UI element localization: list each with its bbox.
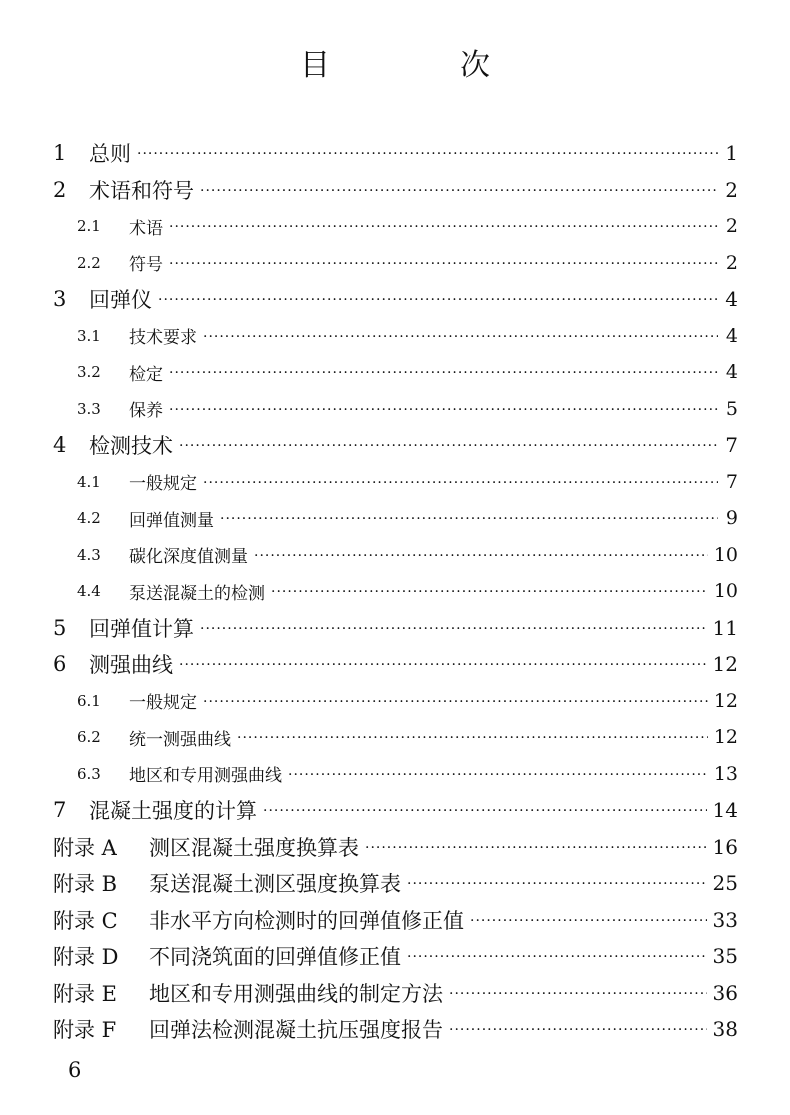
toc-entry-number: 3 xyxy=(53,287,67,312)
toc-entry-number: 附录 E xyxy=(53,981,118,1006)
toc-entry-page: 4 xyxy=(725,361,738,384)
toc-entry[interactable] xyxy=(53,829,738,866)
toc-entry-title: 碳化深度值测量 xyxy=(129,547,248,568)
toc-entry-page: 5 xyxy=(725,397,738,420)
toc-entry[interactable] xyxy=(53,1011,738,1048)
toc-entry-page: 38 xyxy=(712,1017,738,1042)
dot-leader xyxy=(203,329,718,345)
dot-leader xyxy=(288,767,708,783)
dot-leader xyxy=(237,730,708,746)
toc-entry-title: 总则 xyxy=(89,142,131,167)
dot-leader xyxy=(158,292,718,308)
toc-entry[interactable] xyxy=(53,646,738,683)
dot-leader xyxy=(263,803,707,819)
dot-leader xyxy=(449,986,707,1002)
dot-leader xyxy=(271,584,708,600)
toc-entry-number: 附录 F xyxy=(53,1018,117,1043)
dot-leader xyxy=(407,876,707,892)
toc-entry-title: 术语和符号 xyxy=(89,178,194,203)
dot-leader xyxy=(203,694,708,710)
toc-entry-page: 9 xyxy=(725,507,738,530)
toc-entry[interactable] xyxy=(53,464,738,501)
toc-entry-title: 混凝土强度的计算 xyxy=(89,799,257,824)
dot-leader xyxy=(449,1022,707,1038)
toc-entry[interactable] xyxy=(53,573,738,610)
toc-entry-page: 2 xyxy=(725,251,738,274)
toc-entry-title: 测强曲线 xyxy=(89,653,173,678)
toc-entry[interactable] xyxy=(53,208,738,245)
dot-leader xyxy=(179,438,718,454)
toc-entry[interactable] xyxy=(53,500,738,537)
page-title: 目 次 xyxy=(300,48,540,83)
toc-entry-title: 回弹法检测混凝土抗压强度报告 xyxy=(149,1018,443,1043)
toc-entry-page: 12 xyxy=(712,652,738,677)
toc-entry-number: 6.2 xyxy=(77,728,101,747)
toc-entry[interactable] xyxy=(53,683,738,720)
toc-entry-number: 4.2 xyxy=(77,509,101,528)
toc-entry-page: 14 xyxy=(712,798,738,823)
toc-entry-page: 4 xyxy=(725,324,738,347)
toc-entry-title: 术语 xyxy=(129,218,163,239)
toc-entry-page: 25 xyxy=(712,871,738,896)
dot-leader xyxy=(200,621,707,637)
toc-entry-title: 泵送混凝土测区强度换算表 xyxy=(149,872,401,897)
toc-entry-number: 1 xyxy=(53,141,67,166)
page-number: 6 xyxy=(68,1058,82,1082)
toc-entry-number: 2 xyxy=(53,177,67,202)
toc-entry-number: 3.1 xyxy=(77,326,101,345)
toc-entry-page: 10 xyxy=(713,580,738,603)
toc-entry-page: 35 xyxy=(712,944,738,969)
toc-entry-title: 统一测强曲线 xyxy=(129,729,231,750)
toc-entry-number: 附录 D xyxy=(53,945,119,970)
toc-entry-page: 4 xyxy=(725,287,738,312)
dot-leader xyxy=(137,146,718,162)
dot-leader xyxy=(470,913,707,929)
toc-entry-number: 4 xyxy=(53,433,67,458)
toc-entry-page: 36 xyxy=(712,980,738,1005)
toc-entry-title: 检定 xyxy=(129,364,163,385)
toc-entry-page: 11 xyxy=(712,615,738,640)
toc-entry-title: 不同浇筑面的回弹值修正值 xyxy=(149,945,401,970)
toc-entry[interactable] xyxy=(53,318,738,355)
toc-entry-title: 泵送混凝土的检测 xyxy=(129,583,265,604)
toc-entry-title: 检测技术 xyxy=(89,434,173,459)
toc-entry[interactable] xyxy=(53,756,738,793)
dot-leader xyxy=(220,511,718,527)
table-of-contents xyxy=(53,135,738,1048)
toc-entry-number: 7 xyxy=(53,798,67,823)
toc-entry[interactable] xyxy=(53,427,738,464)
toc-entry-title: 一般规定 xyxy=(129,474,197,495)
toc-entry[interactable] xyxy=(53,245,738,282)
toc-entry-number: 2.1 xyxy=(77,217,101,236)
toc-entry-page: 12 xyxy=(713,726,738,749)
dot-leader xyxy=(200,183,718,199)
toc-entry-title: 保养 xyxy=(129,401,163,422)
toc-entry-number: 3.2 xyxy=(77,363,101,382)
toc-entry[interactable] xyxy=(53,172,738,209)
dot-leader xyxy=(203,475,718,491)
toc-entry-title: 地区和专用测强曲线的制定方法 xyxy=(149,981,443,1006)
toc-entry[interactable] xyxy=(53,391,738,428)
dot-leader xyxy=(365,840,707,856)
toc-entry-page: 2 xyxy=(725,177,738,202)
toc-entry-page: 13 xyxy=(713,762,738,785)
toc-entry[interactable] xyxy=(53,281,738,318)
toc-entry[interactable] xyxy=(53,938,738,975)
toc-entry-number: 4.1 xyxy=(77,472,101,491)
toc-entry[interactable] xyxy=(53,975,738,1012)
toc-entry-page: 1 xyxy=(725,141,738,166)
toc-entry-number: 6 xyxy=(53,652,67,677)
toc-entry-number: 附录 C xyxy=(53,908,118,933)
toc-entry-title: 一般规定 xyxy=(129,693,197,714)
toc-entry[interactable] xyxy=(53,610,738,647)
toc-entry[interactable] xyxy=(53,902,738,939)
toc-entry-page: 16 xyxy=(712,834,738,859)
toc-entry-number: 6.3 xyxy=(77,764,101,783)
toc-entry-page: 10 xyxy=(713,543,738,566)
toc-entry-title: 回弹仪 xyxy=(89,288,152,313)
toc-entry-page: 7 xyxy=(725,470,738,493)
toc-entry-number: 2.2 xyxy=(77,253,101,272)
toc-entry-number: 附录 B xyxy=(53,872,118,897)
toc-entry-number: 4.3 xyxy=(77,545,101,564)
toc-entry-title: 回弹值测量 xyxy=(129,510,214,531)
toc-entry[interactable] xyxy=(53,719,738,756)
toc-entry-number: 附录 A xyxy=(53,835,117,860)
toc-entry-number: 3.3 xyxy=(77,399,101,418)
toc-entry-title: 技术要求 xyxy=(129,328,197,349)
toc-entry-page: 7 xyxy=(725,433,738,458)
toc-entry-page: 2 xyxy=(725,215,738,238)
toc-entry-number: 4.4 xyxy=(77,582,101,601)
dot-leader xyxy=(407,949,707,965)
toc-entry-title: 符号 xyxy=(129,255,163,276)
toc-entry-page: 12 xyxy=(713,689,738,712)
dot-leader xyxy=(169,256,718,272)
dot-leader xyxy=(254,548,708,564)
dot-leader xyxy=(179,657,707,673)
toc-entry-page: 33 xyxy=(712,907,738,932)
toc-entry[interactable] xyxy=(53,865,738,902)
toc-entry[interactable] xyxy=(53,354,738,391)
toc-entry[interactable] xyxy=(53,135,738,172)
dot-leader xyxy=(169,219,718,235)
toc-entry[interactable] xyxy=(53,792,738,829)
toc-entry-number: 6.1 xyxy=(77,691,101,710)
toc-entry-title: 回弹值计算 xyxy=(89,616,194,641)
dot-leader xyxy=(169,365,718,381)
dot-leader xyxy=(169,402,718,418)
toc-entry-number: 5 xyxy=(53,615,67,640)
toc-entry[interactable] xyxy=(53,537,738,574)
toc-entry-title: 测区混凝土强度换算表 xyxy=(149,835,359,860)
toc-entry-title: 非水平方向检测时的回弹值修正值 xyxy=(149,908,464,933)
toc-entry-title: 地区和专用测强曲线 xyxy=(129,766,282,787)
